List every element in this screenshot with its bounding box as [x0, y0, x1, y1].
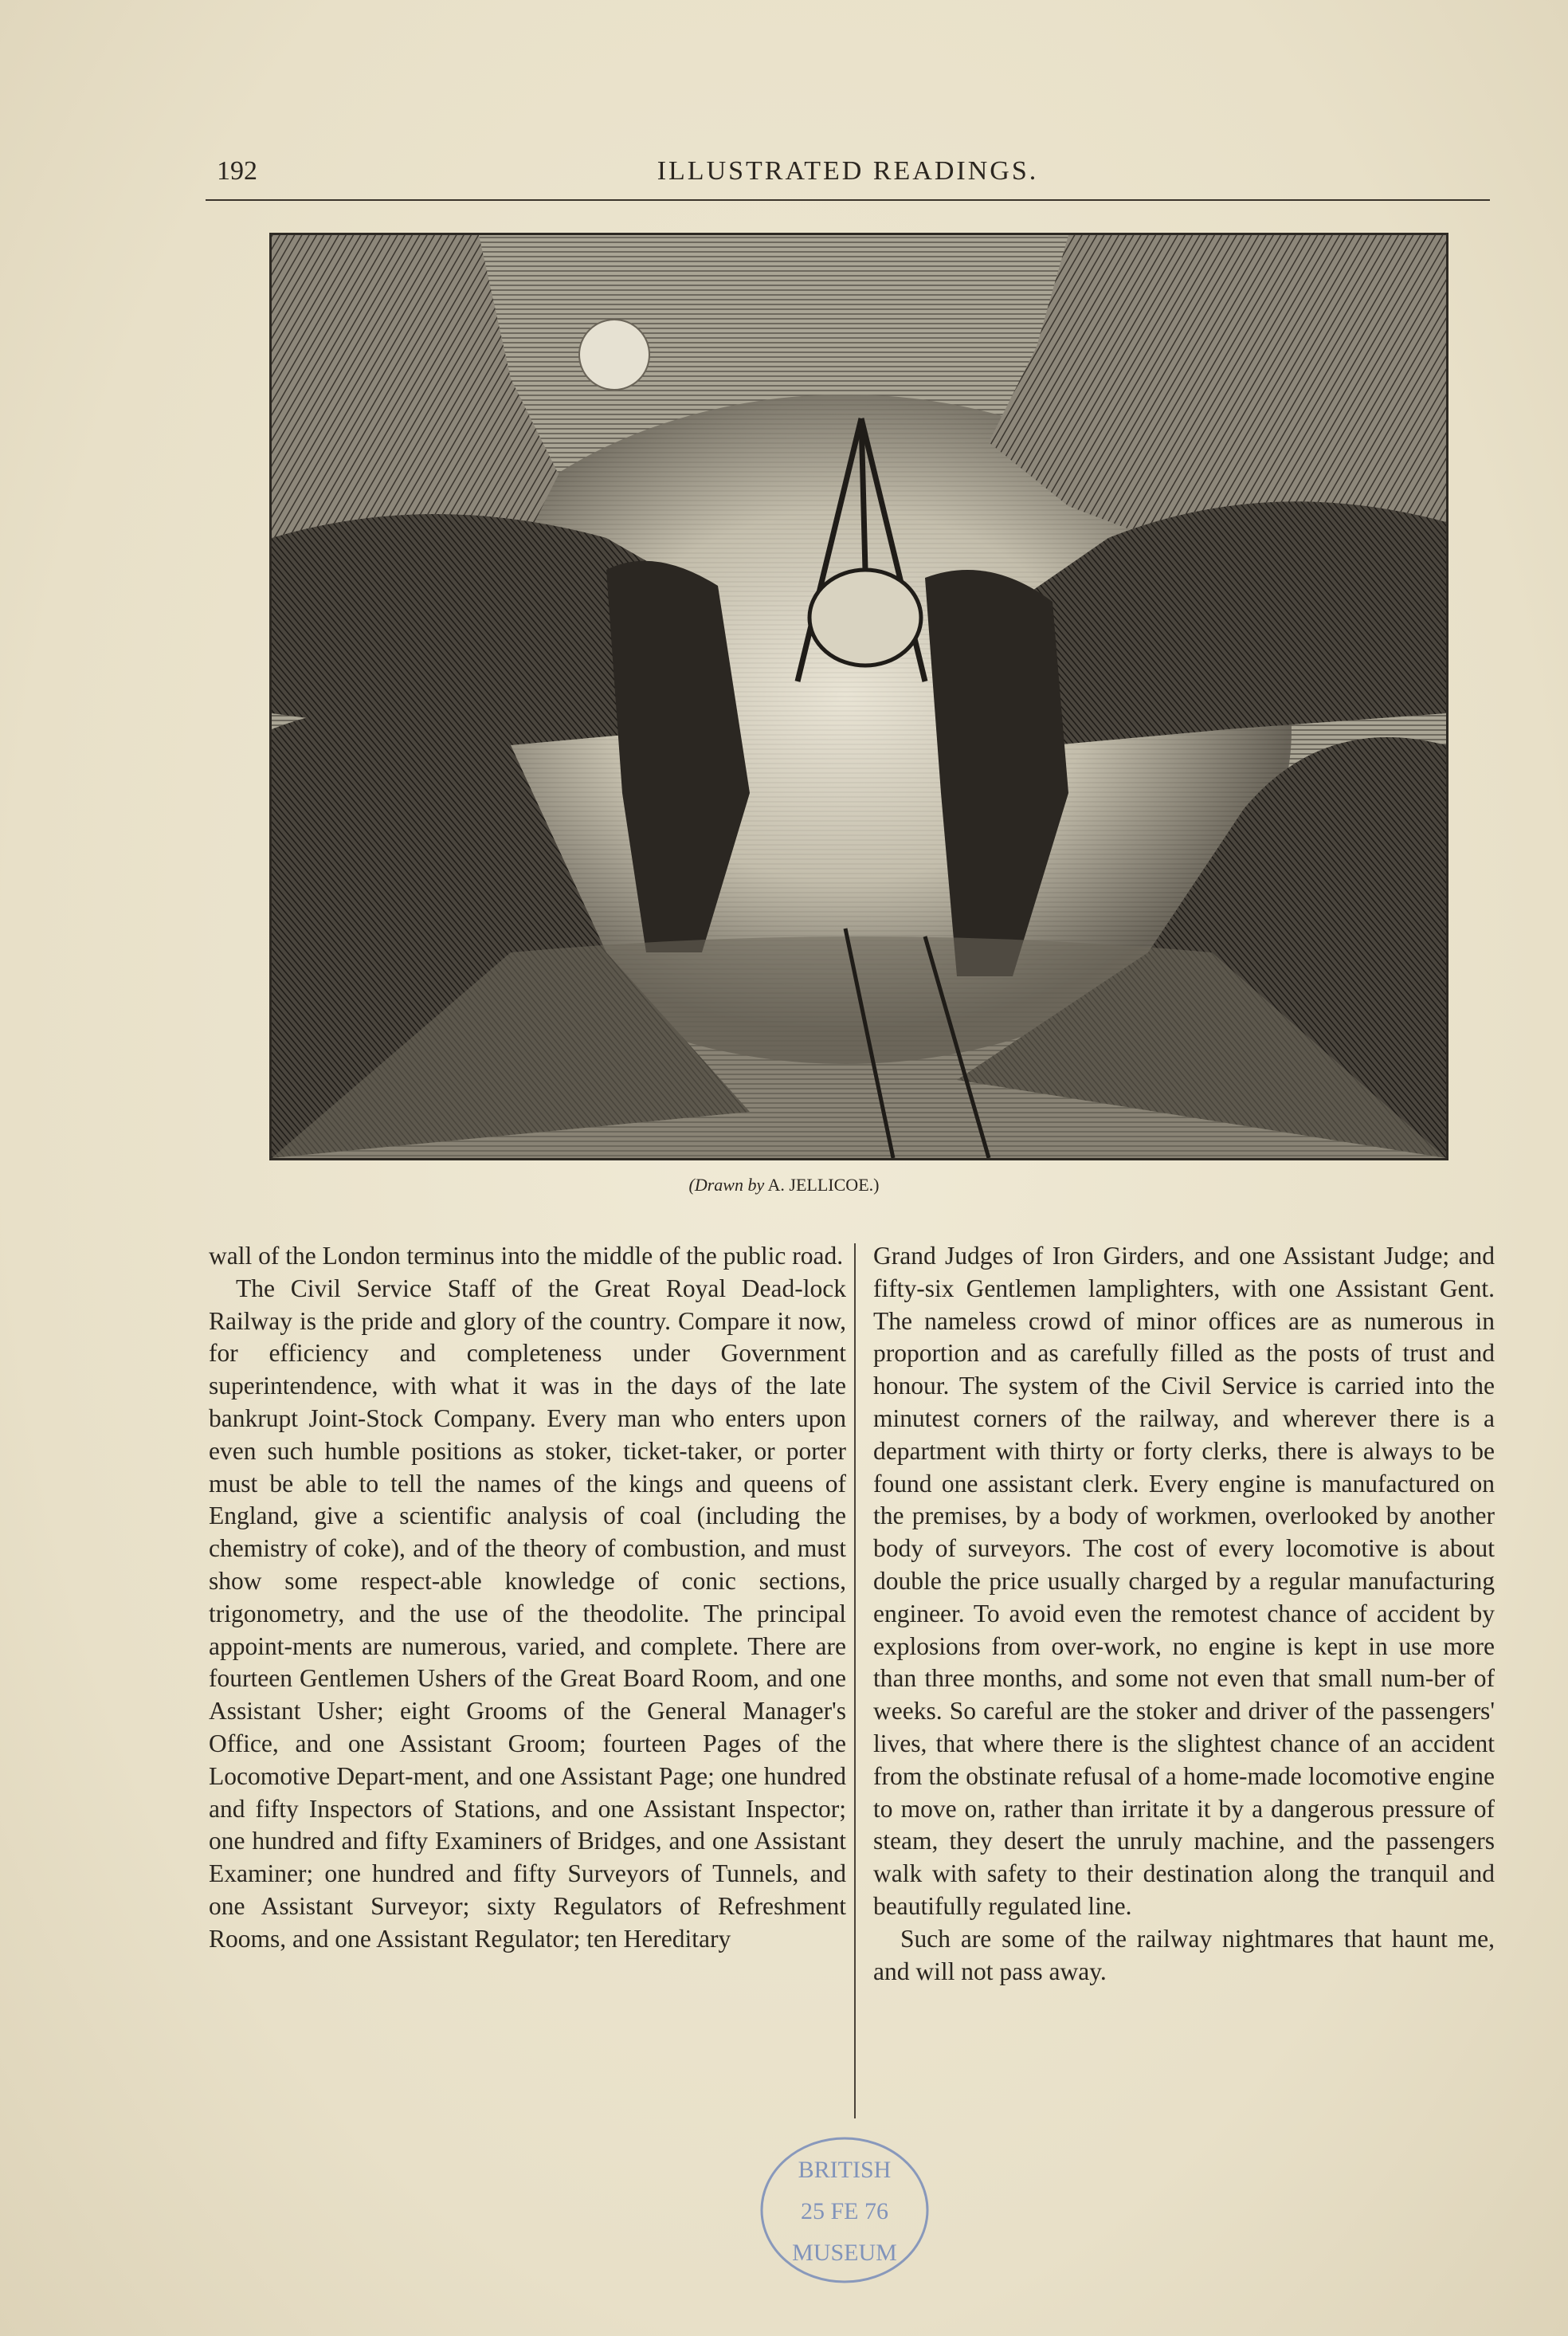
paragraph: The Civil Service Staff of the Great Royal Dead-lock Railway is the pride and glory of the country. Compare it now, for efficiency and completeness under Government superintendence, with what it was in the days of the late bankrupt Joint-Stock Company. Every man who enters upon even such humble positions as stoker, ticket-taker, or porter must be able to tell the names of the kings and queens of England, give a scientific analysis of coal (including the chemistry of coke), and of the theory of combustion, and must show some respect-able knowledge of conic sections, trigonometry, and the use of the theodolite. The principal appoint-ments are numerous, varied, and complete. There are fourteen Gentlemen Ushers of the Great Board Room, and one Assistant Usher; eight Grooms of the General Manager's Office, and one Assistant Groom; fourteen Pages of the Locomotive Depart-ment, and one Assistant Page; one hundred and fifty Inspectors of Stations, and one Assistant Inspector; one hundred and fifty Examiners of Bridges, and one Assistant Examiner; one hundred and fifty Surveyors of Tunnels, and one Assistant Surveyor; sixty Regulators of Refreshment Rooms, and one Assistant Regulator; ten Hereditary [209, 1274, 846, 1953]
engraving-illustration [269, 233, 1448, 1160]
british-museum-stamp [757, 2133, 932, 2287]
text-column-left [209, 1240, 846, 1956]
page-header [206, 153, 1490, 193]
text-column-right [873, 1240, 1495, 1988]
stamp-date: 25 FE 76 [800, 2198, 889, 2224]
engraving-image [272, 235, 1446, 1158]
running-title: ILLUSTRATED READINGS. [657, 156, 1039, 186]
caption-drawn-by: (Drawn by [688, 1175, 765, 1195]
caption-artist: A. JELLICOE.) [767, 1175, 880, 1195]
column-divider [854, 1243, 856, 2118]
stamp-bottom-text: MUSEUM [792, 2240, 897, 2266]
stamp-top-text: BRITISH [798, 2157, 892, 2183]
page-number: 192 [217, 156, 257, 186]
header-rule [206, 199, 1490, 201]
illustration-caption [0, 1175, 1568, 1195]
paragraph: wall of the London terminus into the middle of the public road. [209, 1242, 844, 1270]
stamp-icon [757, 2133, 932, 2287]
paragraph: Such are some of the railway nightmares that haunt me, and will not pass away. [873, 1924, 1495, 1985]
paragraph: Grand Judges of Iron Girders, and one Assistant Judge; and fifty-six Gentlemen lamplighters, with one Assistant Gent. The nameless crowd of minor offices are as numerous in proportion and as carefully filled as the posts of trust and honour. The system of the Civil Service is carried into the minutest corners of the railway, and wherever there is a department with thirty or forty clerks, there is always to be found one assistant clerk. Every engine is manufactured on the premises, by a body of workmen, overlooked by another body of surveyors. The cost of every locomotive is about double the price usually charged by a regular manufacturing engineer. To avoid even the remotest chance of accident by explosions from over-work, no engine is kept in use more than three months, and some not even that small num-ber of weeks. So careful are the stoker and driver of the passengers' lives, that where there is the slightest chance of an accident from the obstinate refusal of a home-made locomotive engine to move on, rather than irritate it by a dangerous pressure of steam, they desert the unruly machine, and the passengers walk with safety to their destination along the tranquil and beautifully regulated line. [873, 1242, 1495, 1920]
